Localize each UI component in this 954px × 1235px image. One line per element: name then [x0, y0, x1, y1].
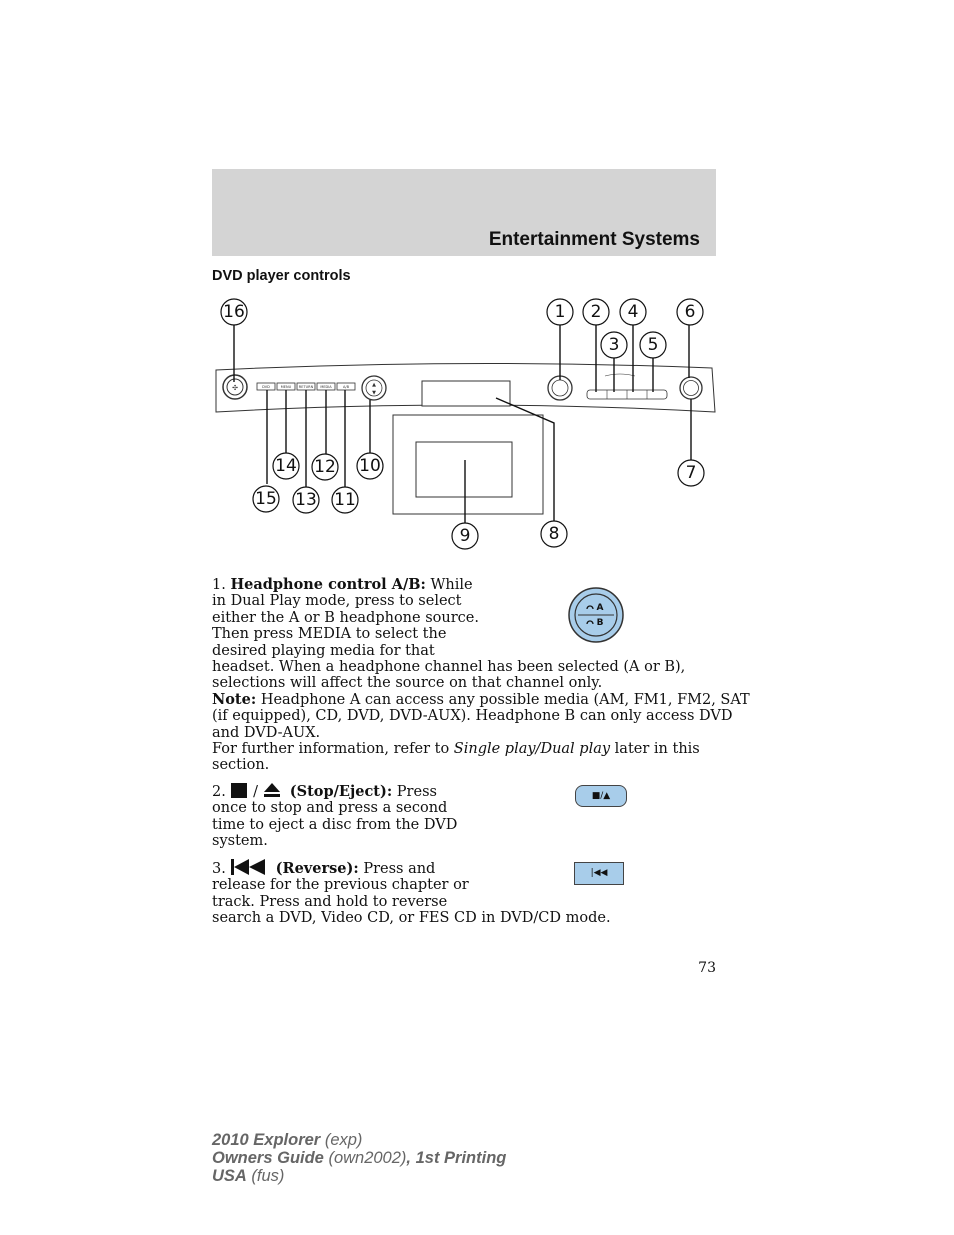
item2-line2: once to stop and press a second [212, 800, 448, 817]
callout-num-6: 6 [684, 302, 696, 322]
footer [212, 1131, 506, 1185]
callout-num-7: 7 [685, 463, 697, 483]
item-reverse [212, 859, 611, 927]
stop-icon [230, 782, 248, 798]
item1-num: 1. [212, 577, 226, 593]
callout-num-11: 11 [334, 490, 356, 510]
footer-region-code: (fus) [246, 1167, 285, 1185]
ref-line2: section. [212, 757, 270, 774]
item2-slash: / [253, 784, 258, 800]
footer-region: USA [212, 1167, 247, 1185]
ref-post: later in this [614, 741, 700, 758]
note-line1: Headphone A can access any possible media (AM, FM1, FM2, SAT [260, 691, 750, 708]
callout-num-1: 1 [554, 302, 566, 322]
item2-line3: time to eject a disc from the DVD [212, 816, 458, 833]
icon-b-label: B [596, 618, 604, 628]
panel-return-label: RETURN [298, 385, 314, 389]
item3-num: 3. [212, 861, 226, 877]
callout-num-3: 3 [608, 335, 620, 355]
callout-num-2: 2 [590, 302, 602, 322]
eject-icon [263, 782, 281, 798]
footer-model: 2010 Explorer [212, 1131, 321, 1149]
reverse-icon [230, 859, 266, 875]
item-headphone-control [212, 577, 750, 774]
item3-label: (Reverse): [275, 860, 359, 877]
page-number: 73 [698, 960, 716, 976]
panel-buttons [257, 383, 355, 390]
callout-num-8: 8 [548, 524, 560, 544]
headphone-ab-button-icon [568, 587, 624, 643]
item1-line6: headset. When a headphone channel has been selected (A or B), [212, 659, 686, 676]
screen [416, 442, 512, 497]
stop-eject-button-icon: ■/▲ [575, 785, 627, 807]
footer-guide-code: (own2002) [323, 1149, 407, 1167]
callout-num-4: 4 [627, 302, 639, 322]
updown-knob-icon [362, 376, 386, 400]
callout-num-14: 14 [275, 456, 297, 476]
panel-dvd-label: DVD [262, 385, 270, 389]
callout-num-16: 16 [223, 302, 245, 322]
dvd-controls-diagram [210, 292, 720, 554]
svg-text:▲: ▲ [372, 382, 376, 388]
section-title: DVD player controls [212, 268, 351, 284]
ref-pre: For further information, refer to [212, 741, 450, 758]
callout-num-15: 15 [255, 489, 277, 509]
item-stop-eject [212, 782, 457, 850]
callout-num-5: 5 [647, 335, 659, 355]
item3-line2: release for the previous chapter or [212, 877, 469, 894]
display-window [422, 381, 510, 406]
note-line2: (if equipped), CD, DVD, DVD-AUX). Headphone B can only access DVD [212, 708, 733, 725]
panel-media-label: MEDIA [320, 385, 332, 389]
ref-italic: Single play/Dual play [453, 741, 611, 758]
note-label: Note: [212, 690, 257, 708]
header-title: Entertainment Systems [488, 229, 700, 250]
power-knob-icon [680, 377, 702, 399]
note-line3: and DVD-AUX. [212, 724, 321, 741]
item1-label: Headphone control A/B: [230, 576, 426, 593]
callout-num-12: 12 [314, 457, 336, 477]
item1-line4: Then press MEDIA to select the [212, 626, 447, 643]
joystick-dial-icon [223, 375, 247, 399]
callout-num-9: 9 [459, 526, 471, 546]
footer-guide: Owners Guide [212, 1149, 324, 1167]
item2-label: (Stop/Eject): [289, 783, 393, 800]
callout-num-10: 10 [359, 456, 381, 476]
item2-text: Press [396, 784, 437, 800]
icon-a-label: A [596, 603, 604, 613]
item3-line4: search a DVD, Video CD, or FES CD in DVD/CD mode. [212, 910, 611, 927]
item1-line3: either the A or B headphone source. [212, 609, 479, 626]
callout-num-13: 13 [295, 490, 317, 510]
item2-num: 2. [212, 784, 226, 800]
footer-printing: , 1st Printing [406, 1149, 507, 1167]
item3-line3: track. Press and hold to reverse [212, 893, 448, 910]
item3-text: Press and [363, 861, 436, 877]
item1-line7: selections will affect the source on that channel only. [212, 675, 603, 692]
header-band [212, 169, 716, 256]
item1-line2: in Dual Play mode, press to select [212, 593, 462, 610]
item1-text: While [430, 577, 473, 593]
panel-ab-label: A/B [343, 385, 349, 389]
item1-line5: desired playing media for that [212, 642, 435, 659]
item2-line4: system. [212, 833, 268, 850]
svg-text:▼: ▼ [372, 390, 376, 396]
reverse-button-icon: |◀◀ [574, 862, 624, 885]
footer-model-code: (exp) [320, 1131, 363, 1149]
svg-text:✣: ✣ [232, 384, 238, 392]
panel-menu-label: MENU [280, 385, 292, 389]
